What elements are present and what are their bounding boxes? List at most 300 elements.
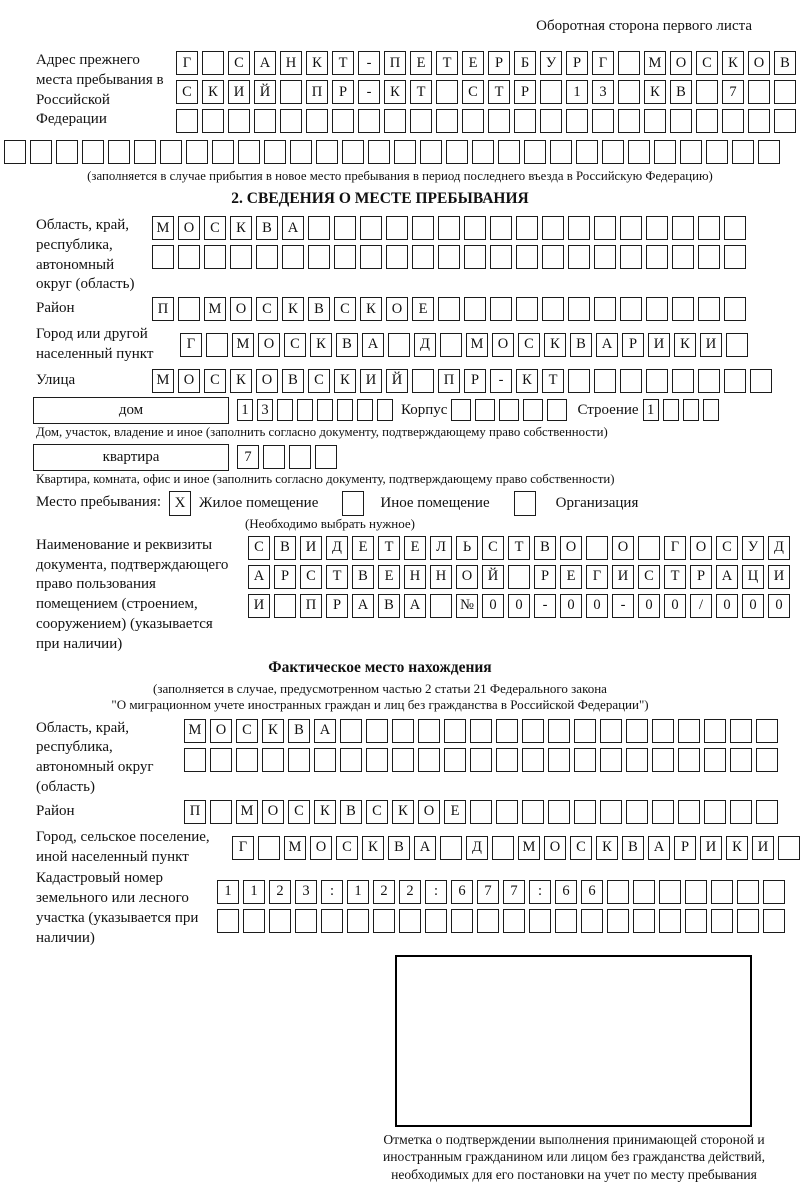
char-cell[interactable]: [644, 109, 666, 133]
char-cell[interactable]: /: [690, 594, 712, 618]
char-cell[interactable]: [317, 399, 333, 421]
char-cell[interactable]: Р: [274, 565, 296, 589]
char-cell[interactable]: [774, 109, 796, 133]
char-cell[interactable]: К: [516, 369, 538, 393]
char-cell[interactable]: [464, 245, 486, 269]
stay-type-checkbox-other[interactable]: [342, 491, 364, 516]
char-cell[interactable]: 1: [237, 399, 253, 421]
char-cell[interactable]: К: [282, 297, 304, 321]
char-cell[interactable]: [672, 369, 694, 393]
char-cell[interactable]: Д: [326, 536, 348, 560]
char-cell[interactable]: [446, 140, 468, 164]
char-cell[interactable]: [289, 445, 311, 469]
char-cell[interactable]: К: [262, 719, 284, 743]
char-cell[interactable]: В: [340, 800, 362, 824]
char-cell[interactable]: [568, 245, 590, 269]
char-cell[interactable]: [600, 800, 622, 824]
char-cell[interactable]: К: [362, 836, 384, 860]
char-cell[interactable]: О: [418, 800, 440, 824]
char-cell[interactable]: М: [236, 800, 258, 824]
char-cell[interactable]: [568, 297, 590, 321]
char-cell[interactable]: Д: [768, 536, 790, 560]
char-cell[interactable]: М: [152, 369, 174, 393]
char-cell[interactable]: С: [336, 836, 358, 860]
char-cell[interactable]: [418, 748, 440, 772]
char-cell[interactable]: С: [248, 536, 270, 560]
char-cell[interactable]: 2: [373, 880, 395, 904]
char-cell[interactable]: Г: [180, 333, 202, 357]
char-cell[interactable]: 6: [555, 880, 577, 904]
char-cell[interactable]: [462, 109, 484, 133]
char-cell[interactable]: М: [644, 51, 666, 75]
char-cell[interactable]: М: [184, 719, 206, 743]
char-cell[interactable]: [685, 909, 707, 933]
char-cell[interactable]: [438, 216, 460, 240]
char-cell[interactable]: [280, 80, 302, 104]
char-cell[interactable]: И: [300, 536, 322, 560]
char-cell[interactable]: Т: [326, 565, 348, 589]
char-cell[interactable]: [254, 109, 276, 133]
char-cell[interactable]: А: [404, 594, 426, 618]
char-cell[interactable]: [440, 333, 462, 357]
char-cell[interactable]: [134, 140, 156, 164]
char-cell[interactable]: [56, 140, 78, 164]
stay-type-checkbox-residential[interactable]: X: [169, 491, 191, 516]
char-cell[interactable]: [737, 909, 759, 933]
char-cell[interactable]: К: [230, 369, 252, 393]
char-cell[interactable]: [620, 297, 642, 321]
char-cell[interactable]: А: [248, 565, 270, 589]
char-cell[interactable]: В: [570, 333, 592, 357]
char-cell[interactable]: :: [425, 880, 447, 904]
char-cell[interactable]: [514, 109, 536, 133]
char-cell[interactable]: [288, 748, 310, 772]
char-cell[interactable]: [108, 140, 130, 164]
char-cell[interactable]: [334, 216, 356, 240]
char-cell[interactable]: 0: [482, 594, 504, 618]
char-cell[interactable]: [444, 719, 466, 743]
char-cell[interactable]: И: [228, 80, 250, 104]
char-cell[interactable]: [547, 399, 567, 421]
char-cell[interactable]: [522, 719, 544, 743]
char-cell[interactable]: [704, 748, 726, 772]
char-cell[interactable]: Р: [622, 333, 644, 357]
char-cell[interactable]: [620, 369, 642, 393]
char-cell[interactable]: [210, 748, 232, 772]
char-cell[interactable]: Р: [514, 80, 536, 104]
char-cell[interactable]: И: [360, 369, 382, 393]
char-cell[interactable]: [258, 836, 280, 860]
char-cell[interactable]: [498, 140, 520, 164]
char-cell[interactable]: [4, 140, 26, 164]
char-cell[interactable]: Р: [326, 594, 348, 618]
char-cell[interactable]: [236, 748, 258, 772]
char-cell[interactable]: [464, 297, 486, 321]
char-cell[interactable]: [508, 565, 530, 589]
char-cell[interactable]: [594, 245, 616, 269]
char-cell[interactable]: П: [152, 297, 174, 321]
char-cell[interactable]: [30, 140, 52, 164]
char-cell[interactable]: О: [492, 333, 514, 357]
char-cell[interactable]: К: [392, 800, 414, 824]
char-cell[interactable]: [274, 594, 296, 618]
char-cell[interactable]: О: [210, 719, 232, 743]
char-cell[interactable]: К: [726, 836, 748, 860]
char-cell[interactable]: С: [300, 565, 322, 589]
char-cell[interactable]: О: [748, 51, 770, 75]
char-cell[interactable]: [282, 245, 304, 269]
char-cell[interactable]: Г: [592, 51, 614, 75]
char-cell[interactable]: [576, 140, 598, 164]
char-cell[interactable]: 7: [722, 80, 744, 104]
char-cell[interactable]: [592, 109, 614, 133]
char-cell[interactable]: О: [258, 333, 280, 357]
char-cell[interactable]: 0: [768, 594, 790, 618]
char-cell[interactable]: [698, 216, 720, 240]
char-cell[interactable]: [490, 245, 512, 269]
char-cell[interactable]: Р: [332, 80, 354, 104]
char-cell[interactable]: 7: [477, 880, 499, 904]
char-cell[interactable]: [618, 80, 640, 104]
char-cell[interactable]: [737, 880, 759, 904]
char-cell[interactable]: 1: [566, 80, 588, 104]
char-cell[interactable]: -: [490, 369, 512, 393]
char-cell[interactable]: 0: [560, 594, 582, 618]
char-cell[interactable]: С: [638, 565, 660, 589]
char-cell[interactable]: О: [544, 836, 566, 860]
char-cell[interactable]: [202, 51, 224, 75]
char-cell[interactable]: [748, 80, 770, 104]
char-cell[interactable]: [340, 719, 362, 743]
char-cell[interactable]: 0: [742, 594, 764, 618]
char-cell[interactable]: [620, 245, 642, 269]
char-cell[interactable]: [698, 245, 720, 269]
char-cell[interactable]: [488, 109, 510, 133]
char-cell[interactable]: [659, 880, 681, 904]
char-cell[interactable]: П: [300, 594, 322, 618]
char-cell[interactable]: [638, 536, 660, 560]
char-cell[interactable]: -: [612, 594, 634, 618]
char-cell[interactable]: К: [722, 51, 744, 75]
char-cell[interactable]: С: [256, 297, 278, 321]
char-cell[interactable]: К: [314, 800, 336, 824]
char-cell[interactable]: [202, 109, 224, 133]
char-cell[interactable]: [388, 333, 410, 357]
char-cell[interactable]: [703, 399, 719, 421]
char-cell[interactable]: С: [482, 536, 504, 560]
char-cell[interactable]: [704, 719, 726, 743]
char-cell[interactable]: [540, 80, 562, 104]
char-cell[interactable]: [412, 369, 434, 393]
char-cell[interactable]: К: [644, 80, 666, 104]
char-cell[interactable]: [524, 140, 546, 164]
char-cell[interactable]: [308, 216, 330, 240]
char-cell[interactable]: С: [228, 51, 250, 75]
char-cell[interactable]: О: [262, 800, 284, 824]
char-cell[interactable]: [628, 140, 650, 164]
char-cell[interactable]: [711, 880, 733, 904]
char-cell[interactable]: Й: [254, 80, 276, 104]
char-cell[interactable]: П: [306, 80, 328, 104]
char-cell[interactable]: 3: [295, 880, 317, 904]
char-cell[interactable]: [315, 445, 337, 469]
char-cell[interactable]: [436, 80, 458, 104]
char-cell[interactable]: [321, 909, 343, 933]
char-cell[interactable]: [444, 748, 466, 772]
char-cell[interactable]: [366, 748, 388, 772]
char-cell[interactable]: [399, 909, 421, 933]
char-cell[interactable]: [496, 719, 518, 743]
char-cell[interactable]: [672, 245, 694, 269]
char-cell[interactable]: [706, 140, 728, 164]
char-cell[interactable]: [262, 748, 284, 772]
char-cell[interactable]: [386, 245, 408, 269]
char-cell[interactable]: С: [176, 80, 198, 104]
char-cell[interactable]: И: [768, 565, 790, 589]
char-cell[interactable]: П: [184, 800, 206, 824]
char-cell[interactable]: К: [230, 216, 252, 240]
char-cell[interactable]: [659, 909, 681, 933]
char-cell[interactable]: Б: [514, 51, 536, 75]
char-cell[interactable]: [464, 216, 486, 240]
char-cell[interactable]: 1: [243, 880, 265, 904]
char-cell[interactable]: [297, 399, 313, 421]
char-cell[interactable]: [654, 140, 676, 164]
char-cell[interactable]: [594, 369, 616, 393]
char-cell[interactable]: [290, 140, 312, 164]
char-cell[interactable]: А: [362, 333, 384, 357]
char-cell[interactable]: [670, 109, 692, 133]
char-cell[interactable]: Т: [332, 51, 354, 75]
char-cell[interactable]: [470, 800, 492, 824]
char-cell[interactable]: В: [774, 51, 796, 75]
char-cell[interactable]: Е: [560, 565, 582, 589]
char-cell[interactable]: [678, 748, 700, 772]
char-cell[interactable]: [210, 800, 232, 824]
char-cell[interactable]: [392, 748, 414, 772]
char-cell[interactable]: Е: [412, 297, 434, 321]
char-cell[interactable]: -: [358, 51, 380, 75]
char-cell[interactable]: 0: [716, 594, 738, 618]
char-cell[interactable]: [763, 909, 785, 933]
char-cell[interactable]: №: [456, 594, 478, 618]
char-cell[interactable]: Е: [462, 51, 484, 75]
char-cell[interactable]: [678, 719, 700, 743]
char-cell[interactable]: И: [700, 333, 722, 357]
char-cell[interactable]: Т: [488, 80, 510, 104]
char-cell[interactable]: А: [648, 836, 670, 860]
char-cell[interactable]: [264, 140, 286, 164]
char-cell[interactable]: Е: [444, 800, 466, 824]
char-cell[interactable]: [594, 297, 616, 321]
char-cell[interactable]: [82, 140, 104, 164]
char-cell[interactable]: [568, 216, 590, 240]
char-cell[interactable]: О: [178, 216, 200, 240]
char-cell[interactable]: [548, 719, 570, 743]
char-cell[interactable]: [176, 109, 198, 133]
char-cell[interactable]: [451, 399, 471, 421]
char-cell[interactable]: В: [670, 80, 692, 104]
char-cell[interactable]: С: [288, 800, 310, 824]
char-cell[interactable]: 7: [237, 445, 259, 469]
char-cell[interactable]: О: [386, 297, 408, 321]
char-cell[interactable]: [568, 369, 590, 393]
char-cell[interactable]: [646, 245, 668, 269]
char-cell[interactable]: [394, 140, 416, 164]
char-cell[interactable]: [607, 909, 629, 933]
char-cell[interactable]: [646, 369, 668, 393]
char-cell[interactable]: П: [384, 51, 406, 75]
char-cell[interactable]: [308, 245, 330, 269]
char-cell[interactable]: [277, 399, 293, 421]
char-cell[interactable]: [778, 836, 800, 860]
char-cell[interactable]: [184, 748, 206, 772]
char-cell[interactable]: [430, 594, 452, 618]
char-cell[interactable]: 6: [451, 880, 473, 904]
char-cell[interactable]: [722, 109, 744, 133]
char-cell[interactable]: [412, 245, 434, 269]
char-cell[interactable]: [522, 800, 544, 824]
char-cell[interactable]: [243, 909, 265, 933]
char-cell[interactable]: Д: [466, 836, 488, 860]
char-cell[interactable]: С: [716, 536, 738, 560]
char-cell[interactable]: Т: [378, 536, 400, 560]
char-cell[interactable]: [256, 245, 278, 269]
char-cell[interactable]: В: [274, 536, 296, 560]
char-cell[interactable]: В: [378, 594, 400, 618]
char-cell[interactable]: [726, 333, 748, 357]
char-cell[interactable]: А: [414, 836, 436, 860]
char-cell[interactable]: К: [544, 333, 566, 357]
char-cell[interactable]: [451, 909, 473, 933]
char-cell[interactable]: [263, 445, 285, 469]
char-cell[interactable]: [750, 369, 772, 393]
char-cell[interactable]: В: [534, 536, 556, 560]
char-cell[interactable]: [724, 369, 746, 393]
char-cell[interactable]: Г: [232, 836, 254, 860]
char-cell[interactable]: К: [202, 80, 224, 104]
char-cell[interactable]: [332, 109, 354, 133]
char-cell[interactable]: [377, 399, 393, 421]
char-cell[interactable]: [724, 297, 746, 321]
char-cell[interactable]: И: [612, 565, 634, 589]
char-cell[interactable]: О: [560, 536, 582, 560]
char-cell[interactable]: [522, 748, 544, 772]
char-cell[interactable]: [503, 909, 525, 933]
char-cell[interactable]: В: [308, 297, 330, 321]
char-cell[interactable]: [600, 719, 622, 743]
char-cell[interactable]: [384, 109, 406, 133]
char-cell[interactable]: Р: [690, 565, 712, 589]
char-cell[interactable]: [357, 399, 373, 421]
char-cell[interactable]: П: [438, 369, 460, 393]
char-cell[interactable]: О: [612, 536, 634, 560]
char-cell[interactable]: Р: [566, 51, 588, 75]
char-cell[interactable]: -: [358, 80, 380, 104]
char-cell[interactable]: :: [321, 880, 343, 904]
char-cell[interactable]: Т: [508, 536, 530, 560]
char-cell[interactable]: 1: [643, 399, 659, 421]
char-cell[interactable]: [626, 800, 648, 824]
char-cell[interactable]: А: [282, 216, 304, 240]
char-cell[interactable]: [178, 245, 200, 269]
char-cell[interactable]: В: [352, 565, 374, 589]
char-cell[interactable]: С: [462, 80, 484, 104]
char-cell[interactable]: [763, 880, 785, 904]
char-cell[interactable]: [523, 399, 543, 421]
char-cell[interactable]: [314, 748, 336, 772]
char-cell[interactable]: [607, 880, 629, 904]
char-cell[interactable]: Н: [404, 565, 426, 589]
char-cell[interactable]: Е: [378, 565, 400, 589]
apartment-type-box[interactable]: квартира: [33, 444, 229, 471]
char-cell[interactable]: [269, 909, 291, 933]
char-cell[interactable]: К: [596, 836, 618, 860]
char-cell[interactable]: В: [256, 216, 278, 240]
char-cell[interactable]: [586, 536, 608, 560]
char-cell[interactable]: О: [230, 297, 252, 321]
char-cell[interactable]: Т: [542, 369, 564, 393]
char-cell[interactable]: [295, 909, 317, 933]
char-cell[interactable]: [663, 399, 679, 421]
char-cell[interactable]: 1: [217, 880, 239, 904]
char-cell[interactable]: 2: [269, 880, 291, 904]
char-cell[interactable]: [652, 800, 674, 824]
char-cell[interactable]: В: [288, 719, 310, 743]
char-cell[interactable]: [620, 216, 642, 240]
char-cell[interactable]: 3: [592, 80, 614, 104]
char-cell[interactable]: С: [334, 297, 356, 321]
char-cell[interactable]: Р: [674, 836, 696, 860]
char-cell[interactable]: [178, 297, 200, 321]
char-cell[interactable]: [438, 245, 460, 269]
char-cell[interactable]: [542, 297, 564, 321]
char-cell[interactable]: [496, 800, 518, 824]
char-cell[interactable]: 6: [581, 880, 603, 904]
char-cell[interactable]: Н: [280, 51, 302, 75]
char-cell[interactable]: М: [518, 836, 540, 860]
char-cell[interactable]: [652, 748, 674, 772]
char-cell[interactable]: [373, 909, 395, 933]
char-cell[interactable]: Т: [664, 565, 686, 589]
char-cell[interactable]: Й: [482, 565, 504, 589]
char-cell[interactable]: К: [334, 369, 356, 393]
char-cell[interactable]: И: [648, 333, 670, 357]
char-cell[interactable]: 0: [586, 594, 608, 618]
char-cell[interactable]: Т: [410, 80, 432, 104]
char-cell[interactable]: К: [384, 80, 406, 104]
char-cell[interactable]: [724, 216, 746, 240]
char-cell[interactable]: С: [284, 333, 306, 357]
char-cell[interactable]: [418, 719, 440, 743]
char-cell[interactable]: [652, 719, 674, 743]
char-cell[interactable]: Р: [534, 565, 556, 589]
char-cell[interactable]: 0: [638, 594, 660, 618]
char-cell[interactable]: [160, 140, 182, 164]
char-cell[interactable]: [685, 880, 707, 904]
char-cell[interactable]: А: [254, 51, 276, 75]
char-cell[interactable]: [306, 109, 328, 133]
char-cell[interactable]: [581, 909, 603, 933]
char-cell[interactable]: 7: [503, 880, 525, 904]
char-cell[interactable]: [678, 800, 700, 824]
char-cell[interactable]: 2: [399, 880, 421, 904]
char-cell[interactable]: [337, 399, 353, 421]
char-cell[interactable]: Т: [436, 51, 458, 75]
char-cell[interactable]: [334, 245, 356, 269]
char-cell[interactable]: [490, 216, 512, 240]
house-type-box[interactable]: дом: [33, 397, 229, 424]
